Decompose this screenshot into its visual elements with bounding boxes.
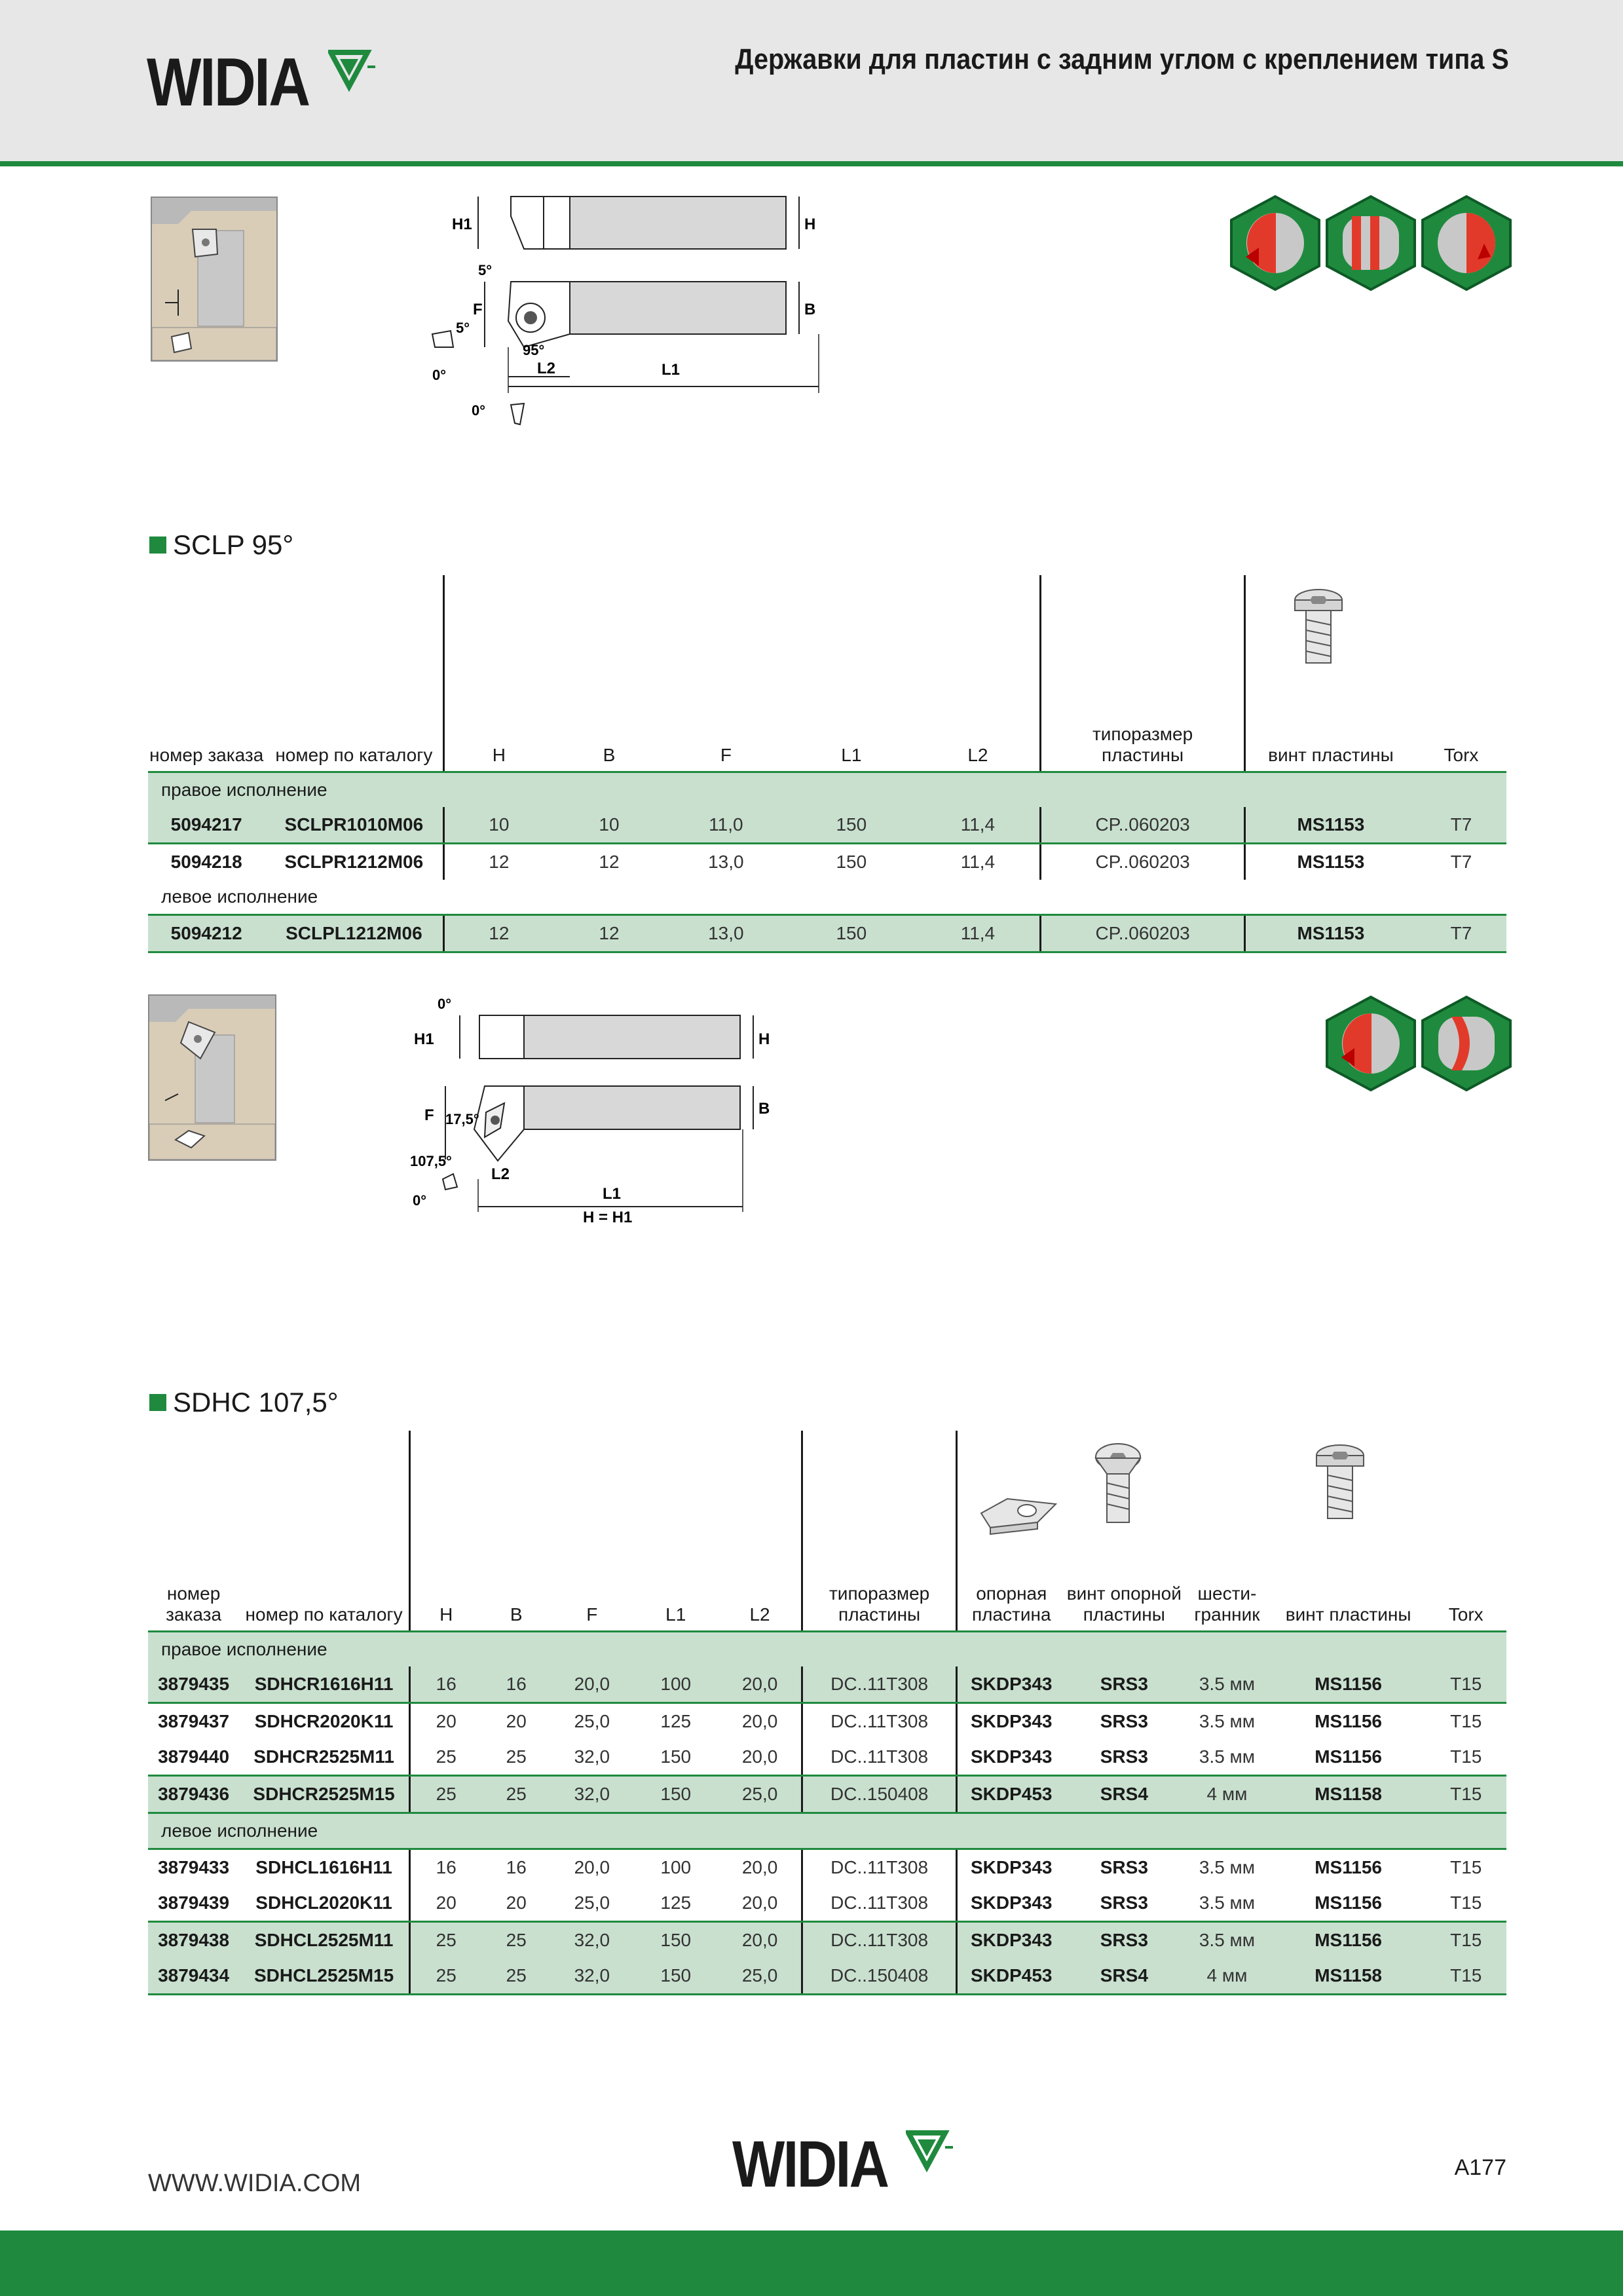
- cell-L1: 125: [660, 1710, 692, 1731]
- cell-torx: T7: [1416, 807, 1506, 844]
- cell-shim: SKDP453: [956, 1958, 1065, 1995]
- cell-catalog: SDHCL1616H11: [255, 1856, 392, 1877]
- cell-b: 10: [553, 807, 665, 844]
- cell-screw: MS1156: [1315, 1856, 1382, 1877]
- cell-order: 3879435: [148, 1666, 239, 1703]
- label-f: F: [424, 1106, 434, 1124]
- footer-bar: [0, 2230, 1623, 2296]
- table-row: [148, 843, 1506, 880]
- label-b: B: [804, 301, 816, 318]
- cell-B: 20: [482, 1885, 551, 1922]
- group-label-left: левое исполнение: [148, 880, 1506, 915]
- cell-L1: 150: [633, 1921, 718, 1958]
- cell-B: 25: [482, 1958, 551, 1995]
- cell-shim: SKDP343: [956, 1666, 1065, 1703]
- label-95deg: 95°: [523, 342, 545, 358]
- cell-F: 32,0: [551, 1921, 633, 1958]
- cell-b: 12: [553, 914, 665, 952]
- cell-screw: MS1153: [1244, 843, 1416, 880]
- cell-order: 3879439: [148, 1885, 239, 1922]
- label-h-eq-h1: H = H1: [583, 1209, 633, 1226]
- cell-hex: 4 мм: [1183, 1775, 1271, 1813]
- table-row: [148, 1885, 1506, 1922]
- cell-L2: 25,0: [718, 1958, 802, 1995]
- col-order: номер заказа: [148, 575, 265, 772]
- cell-f: 13,0: [708, 851, 744, 872]
- cell-B: 25: [482, 1921, 551, 1958]
- group-label-right: правое исполнение: [148, 772, 1506, 807]
- label-0deg-bottom: 0°: [413, 1192, 427, 1209]
- cell-torx: T15: [1425, 1921, 1506, 1958]
- cell-H: 25: [410, 1775, 482, 1813]
- cell-order: 5094217: [148, 807, 265, 844]
- col-screw-label: винт пластины: [1268, 744, 1394, 765]
- cell-hex: 3.5 мм: [1199, 1856, 1256, 1877]
- cell-L2: 25,0: [718, 1775, 802, 1813]
- cell-order: 3879438: [148, 1921, 239, 1958]
- cell-screw: MS1153: [1244, 807, 1416, 844]
- cell-screw: MS1156: [1271, 1921, 1426, 1958]
- hex-facing-icon: [1227, 194, 1323, 292]
- col-screw: [1244, 575, 1416, 772]
- col-catalog: номер по каталогу: [239, 1431, 409, 1631]
- cell-shim: SKDP343: [956, 1739, 1065, 1776]
- cell-shim-screw: SRS3: [1066, 1921, 1184, 1958]
- cell-L2: 20,0: [718, 1739, 802, 1776]
- cell-h: 12: [444, 914, 553, 952]
- col-insert: типоразмер пластины: [1041, 575, 1245, 772]
- cell-catalog: SDHCL2020K11: [239, 1885, 409, 1922]
- cell-l1: 150: [787, 807, 916, 844]
- label-f: F: [473, 301, 483, 318]
- cell-order: 3879440: [148, 1739, 239, 1776]
- label-l2: L2: [491, 1165, 510, 1183]
- label-5deg-side: 5°: [456, 320, 470, 336]
- cell-B: 16: [506, 1856, 527, 1877]
- cell-shim-screw: SRS4: [1066, 1775, 1184, 1813]
- cell-torx: T15: [1425, 1666, 1506, 1703]
- cell-order: 5094212: [148, 914, 265, 952]
- table-row: [148, 1958, 1506, 1995]
- col-l2: L2: [916, 575, 1041, 772]
- cell-B: 20: [506, 1710, 527, 1731]
- cell-shim: SKDP343: [956, 1921, 1065, 1958]
- cell-torx: T15: [1425, 1775, 1506, 1813]
- cell-torx: T7: [1416, 914, 1506, 952]
- label-107-5deg: 107,5°: [410, 1153, 452, 1169]
- page-number: A177: [1454, 2155, 1506, 2180]
- cell-hex: 3.5 мм: [1183, 1921, 1271, 1958]
- shim-plate-icon: [975, 1490, 1060, 1535]
- cell-torx: T15: [1450, 1856, 1482, 1877]
- label-0deg-b: 0°: [472, 402, 486, 419]
- cell-F: 20,0: [574, 1856, 610, 1877]
- cell-catalog: SDHCR2525M15: [239, 1775, 409, 1813]
- table-row: [148, 914, 1506, 952]
- hex-grooving-icon: [1419, 994, 1514, 1093]
- cell-insert: DC..11T308: [802, 1921, 957, 1958]
- page-header: [0, 0, 1623, 166]
- section-title-sdhc: [149, 1387, 339, 1418]
- cell-hex: 3.5 мм: [1183, 1885, 1271, 1922]
- cell-L1: 100: [660, 1856, 692, 1877]
- cell-catalog: SCLPL1212M06: [265, 914, 444, 952]
- cell-screw: MS1156: [1271, 1885, 1426, 1922]
- cell-torx: T15: [1425, 1958, 1506, 1995]
- cell-h: 10: [444, 807, 553, 844]
- cell-F: 32,0: [551, 1958, 633, 1995]
- cell-insert: CP..060203: [1041, 807, 1245, 844]
- col-b: B: [553, 575, 665, 772]
- label-5deg-top: 5°: [478, 262, 493, 278]
- cell-l1: 150: [787, 914, 916, 952]
- cell-F: 32,0: [551, 1739, 633, 1776]
- cell-insert: DC..11T308: [802, 1703, 957, 1739]
- col-screw: [1271, 1431, 1426, 1631]
- cell-insert: CP..060203: [1041, 914, 1245, 952]
- footer-url[interactable]: WWW.WIDIA.COM: [148, 2170, 362, 2197]
- table-row: [148, 1775, 1506, 1813]
- hex-grooving-icon: [1323, 194, 1419, 292]
- cell-L2: 20,0: [718, 1885, 802, 1922]
- cell-l1: 150: [836, 851, 867, 872]
- group-label: левое исполнение: [148, 1813, 1506, 1849]
- label-h1: H1: [452, 216, 472, 233]
- hex-boring-icon: [1419, 194, 1514, 292]
- label-l1: L1: [603, 1185, 622, 1203]
- cell-catalog: SDHCL2525M11: [239, 1921, 409, 1958]
- col-torx: Torx: [1416, 575, 1506, 772]
- cell-insert: CP..060203: [1041, 843, 1245, 880]
- cell-catalog: SDHCR2525M11: [239, 1739, 409, 1776]
- col-torx: Torx: [1425, 1431, 1506, 1631]
- cell-H: 25: [410, 1921, 482, 1958]
- tool-dimension-diagram-sclp: [413, 190, 832, 432]
- cell-insert: DC..11T308: [802, 1739, 957, 1776]
- col-b: B: [482, 1431, 551, 1631]
- cell-order: 3879433: [158, 1856, 230, 1877]
- cell-hex: 3.5 мм: [1183, 1666, 1271, 1703]
- col-shim-screw: [1066, 1431, 1184, 1631]
- cell-hex: 4 мм: [1183, 1958, 1271, 1995]
- table-row: [148, 1666, 1506, 1703]
- cell-H: 25: [410, 1958, 482, 1995]
- cell-insert: DC..150408: [802, 1775, 957, 1813]
- label-l2: L2: [537, 360, 556, 377]
- section-title-text: SCLP 95°: [173, 529, 294, 560]
- cell-screw: MS1153: [1244, 914, 1416, 952]
- section-marker: [149, 1394, 166, 1411]
- cell-l2: 11,4: [916, 914, 1041, 952]
- cell-hex: 3.5 мм: [1183, 1739, 1271, 1776]
- section-title-sclp: [149, 529, 293, 561]
- cell-F: 20,0: [551, 1666, 633, 1703]
- cell-H: 16: [410, 1849, 482, 1885]
- cell-shim: SKDP343: [956, 1703, 1065, 1739]
- application-thumbnail-2: [148, 994, 276, 1161]
- cell-screw: MS1158: [1271, 1775, 1426, 1813]
- cell-insert: DC..11T308: [802, 1885, 957, 1922]
- label-h1: H1: [414, 1030, 434, 1048]
- section-title-text: SDHC 107,5°: [173, 1387, 339, 1418]
- col-order: номер заказа: [148, 1431, 239, 1631]
- cell-H: 20: [410, 1703, 482, 1739]
- logo-triangle-icon: [328, 50, 381, 96]
- cell-B: 16: [482, 1666, 551, 1703]
- cell-L1: 150: [633, 1775, 718, 1813]
- cell-torx: T15: [1450, 1710, 1482, 1731]
- cell-screw: MS1158: [1271, 1958, 1426, 1995]
- col-shim-screw-label: винт опорной пластины: [1066, 1583, 1182, 1625]
- cell-b: 12: [599, 851, 620, 872]
- group-label: правое исполнение: [148, 1631, 1506, 1666]
- cell-B: 25: [482, 1775, 551, 1813]
- page-title: Державки для пластин с задним углом с креплением типа S: [735, 43, 1509, 75]
- col-f: F: [551, 1431, 633, 1631]
- cell-screw: MS1156: [1271, 1739, 1426, 1776]
- cell-order: 3879437: [158, 1710, 230, 1731]
- table-row: [148, 1849, 1506, 1885]
- hex-facing-icon: [1323, 994, 1419, 1093]
- table-row: [148, 1921, 1506, 1958]
- cell-screw: MS1156: [1271, 1666, 1426, 1703]
- cell-shim: SKDP453: [956, 1775, 1065, 1813]
- cell-L1: 150: [633, 1958, 718, 1995]
- countersunk-screw-icon: [1089, 1442, 1147, 1528]
- col-insert: типоразмер пластины: [802, 1431, 957, 1631]
- logo-triangle-icon: [906, 2130, 958, 2176]
- cell-f: 13,0: [665, 914, 787, 952]
- label-h: H: [804, 216, 816, 233]
- cell-torx: T7: [1450, 851, 1472, 872]
- table-row: [148, 807, 1506, 844]
- cell-L2: 20,0: [718, 1666, 802, 1703]
- section-marker: [149, 536, 166, 554]
- table-row: [148, 1703, 1506, 1739]
- cell-B: 25: [482, 1739, 551, 1776]
- col-l1: L1: [633, 1431, 718, 1631]
- cell-order: 3879434: [148, 1958, 239, 1995]
- label-b: B: [758, 1100, 770, 1118]
- label-0deg-a: 0°: [432, 367, 447, 383]
- col-shim: [956, 1431, 1065, 1631]
- cell-H: 20: [410, 1885, 482, 1922]
- cell-f: 11,0: [665, 807, 787, 844]
- cell-H: 25: [410, 1739, 482, 1776]
- cell-shim-screw: SRS3: [1100, 1710, 1148, 1731]
- cell-H: 16: [410, 1666, 482, 1703]
- footer-widia-logo: [732, 2128, 958, 2201]
- cell-shim-screw: SRS3: [1066, 1885, 1184, 1922]
- col-screw-label: винт пластины: [1285, 1604, 1411, 1625]
- col-catalog: номер по каталогу: [265, 575, 444, 772]
- col-l1: L1: [787, 575, 916, 772]
- sdhc-table: [148, 1431, 1506, 1995]
- cell-hex: 3.5 мм: [1199, 1710, 1256, 1731]
- cell-torx: T15: [1425, 1885, 1506, 1922]
- cell-shim-screw: SRS4: [1066, 1958, 1184, 1995]
- cell-h: 12: [444, 843, 553, 880]
- col-shim-label: опорная пластина: [971, 1583, 1051, 1625]
- cell-L1: 100: [633, 1666, 718, 1703]
- cell-shim: SKDP343: [956, 1885, 1065, 1922]
- cell-catalog: SDHCR1616H11: [239, 1666, 409, 1703]
- cell-shim-screw: SRS3: [1066, 1666, 1184, 1703]
- cell-torx: T15: [1425, 1739, 1506, 1776]
- cell-F: 25,0: [551, 1885, 633, 1922]
- cell-L1: 125: [633, 1885, 718, 1922]
- cell-L2: 20,0: [741, 1710, 778, 1731]
- application-thumbnail: [151, 197, 278, 362]
- widia-logo: [147, 45, 381, 121]
- cell-L2: 20,0: [718, 1921, 802, 1958]
- cell-order: 3879436: [148, 1775, 239, 1813]
- logo-wordmark: WIDIA: [732, 2128, 888, 2201]
- cell-catalog: SCLPR1010M06: [265, 807, 444, 844]
- label-0deg-top: 0°: [438, 996, 452, 1012]
- screw-icon: [1311, 1442, 1370, 1528]
- label-l1: L1: [662, 361, 681, 379]
- col-h: H: [444, 575, 553, 772]
- cell-catalog: SDHCL2525M15: [239, 1958, 409, 1995]
- tool-dimension-diagram-sdhc: [406, 989, 773, 1232]
- cell-insert: DC..150408: [802, 1958, 957, 1995]
- cell-F: 25,0: [574, 1710, 610, 1731]
- cell-shim-screw: SRS3: [1066, 1739, 1184, 1776]
- col-hex: шести- гранник: [1183, 1431, 1271, 1631]
- col-h: H: [410, 1431, 482, 1631]
- col-l2: L2: [718, 1431, 802, 1631]
- table-row: [148, 1739, 1506, 1776]
- cell-l2: 11,4: [916, 807, 1041, 844]
- cell-F: 32,0: [551, 1775, 633, 1813]
- cell-insert: DC..11T308: [802, 1666, 957, 1703]
- screw-icon: [1289, 587, 1348, 672]
- cell-l2: 11,4: [960, 851, 996, 872]
- sclp-table: [148, 575, 1506, 953]
- cell-catalog: SCLPR1212M06: [284, 851, 424, 872]
- label-h: H: [758, 1030, 770, 1048]
- logo-wordmark: WIDIA: [147, 45, 309, 121]
- cell-insert: DC..11T308: [802, 1849, 957, 1885]
- cell-shim: SKDP343: [956, 1849, 1065, 1885]
- cell-shim-screw: SRS3: [1100, 1856, 1148, 1877]
- label-17-5deg: 17,5°: [445, 1111, 479, 1127]
- col-f: F: [665, 575, 787, 772]
- cell-L2: 20,0: [741, 1856, 778, 1877]
- cell-catalog: SDHCR2020K11: [254, 1710, 394, 1731]
- cell-order: 5094218: [170, 851, 242, 872]
- cell-screw: MS1156: [1315, 1710, 1382, 1731]
- cell-L1: 150: [633, 1739, 718, 1776]
